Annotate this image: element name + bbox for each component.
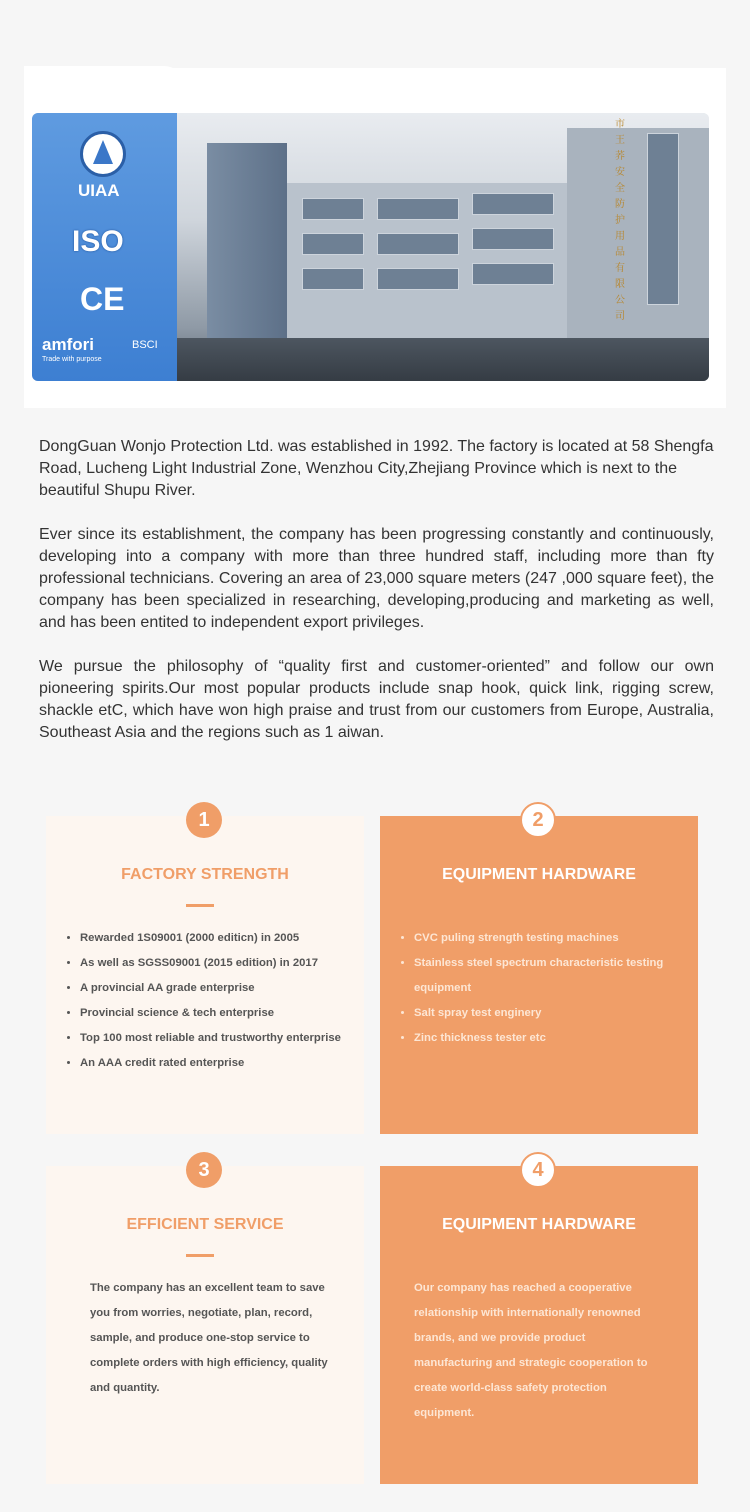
amfori-tagline: Trade with purpose <box>42 356 102 363</box>
card-title: EFFICIENT SERVICE <box>126 1216 284 1233</box>
card-number-badge: 4 <box>520 1152 556 1188</box>
card-equipment-hardware <box>380 816 698 1134</box>
card-number-badge: 2 <box>520 802 556 838</box>
card-title: EQUIPMENT HARDWARE <box>442 1216 636 1233</box>
title-underline <box>186 904 214 907</box>
intro-paragraph-3: We pursue the philosophy of “quality first and customer-oriented” and follow our own pioneering spirits.Our most popular products include snap hook, quick link, rigging screw, shackle etC, which have won high praise and trust from our customers from Europe, Australia, Southeast Asia and the regions such as 1 aiwan. <box>39 658 714 741</box>
list-item: • Top 100 most reliable and trustworthy enterprise <box>80 1026 341 1051</box>
list-item: • Stainless steel spectrum characteristic testing equipment <box>414 951 694 1001</box>
factory-building <box>177 113 709 381</box>
list-item: • Zinc thickness tester etc <box>414 1026 694 1051</box>
ce-mark: CE <box>80 281 125 317</box>
company-sign: 市王荞安全防护用品有限公司 <box>615 119 625 322</box>
uiaa-logo-icon <box>80 131 126 177</box>
list-item: • Rewarded 1S09001 (2000 editicn) in 2005 <box>80 926 341 951</box>
card-factory-strength <box>46 816 364 1134</box>
iso-logo: ISO <box>72 225 124 258</box>
list-item: • Salt spray test enginery <box>414 1001 694 1026</box>
card-number-badge: 1 <box>186 802 222 838</box>
card-efficient-service <box>46 1166 364 1484</box>
factory-photo <box>32 113 709 381</box>
card-title: EQUIPMENT HARDWARE <box>442 866 636 883</box>
amfori-logo: amfori <box>42 335 94 354</box>
cooperation-text: Our company has reached a cooperative relationship with internationally renowned brands, and we provide product manufacturing and strategic cooperation to create world-class safety protection equipment. <box>414 1282 648 1419</box>
window-row <box>302 198 364 220</box>
service-text: The company has an excellent team to save you from worries, negotiate, plan, record, sample, and produce one-stop service to complete orders with high efficiency, quality and quantity. <box>90 1282 328 1394</box>
title-underline <box>186 1254 214 1257</box>
window-row <box>302 268 364 290</box>
card-cooperation <box>380 1166 698 1484</box>
window-row <box>472 193 554 215</box>
list-item: • An AAA credit rated enterprise <box>80 1051 341 1076</box>
window-row <box>472 263 554 285</box>
strength-list <box>58 926 341 1076</box>
window-column <box>647 133 679 305</box>
bsci-label: BSCI <box>132 339 158 351</box>
card-number-badge: 3 <box>186 1152 222 1188</box>
list-item: • CVC puling strength testing machines <box>414 926 694 951</box>
list-item: • Provincial science & tech enterprise <box>80 1001 341 1026</box>
window-row <box>377 268 459 290</box>
glass-tower <box>207 143 287 343</box>
window-row <box>377 198 459 220</box>
list-item: • As well as SGSS09001 (2015 edition) in 2017 <box>80 951 341 976</box>
window-row <box>377 233 459 255</box>
uiaa-label: UIAA <box>78 181 120 200</box>
certification-panel <box>32 113 177 381</box>
equipment-list <box>392 926 694 1051</box>
building-wing-right <box>567 128 709 343</box>
intro-paragraph-2: Ever since its establishment, the company has been progressing constantly and continuously, developing into a company with more than three hundred staff, including more than fty professional technicians. Covering an area of 23,000 square meters (247 ,000 square feet), the company has been specialized in researching, developing,producing and marketing as well, and has been entited to independent export privileges. <box>39 526 714 631</box>
ground <box>177 338 709 381</box>
window-row <box>302 233 364 255</box>
list-item: • A provincial AA grade enterprise <box>80 976 341 1001</box>
card-title: FACTORY STRENGTH <box>121 866 289 883</box>
intro-paragraph-1: DongGuan Wonjo Protection Ltd. was established in 1992. The factory is located at 58 Shengfa Road, Lucheng Light Industrial Zone, Wenzhou City,Zhejiang Province which is next to the beautiful Shupu River. <box>39 438 714 499</box>
window-row <box>472 228 554 250</box>
